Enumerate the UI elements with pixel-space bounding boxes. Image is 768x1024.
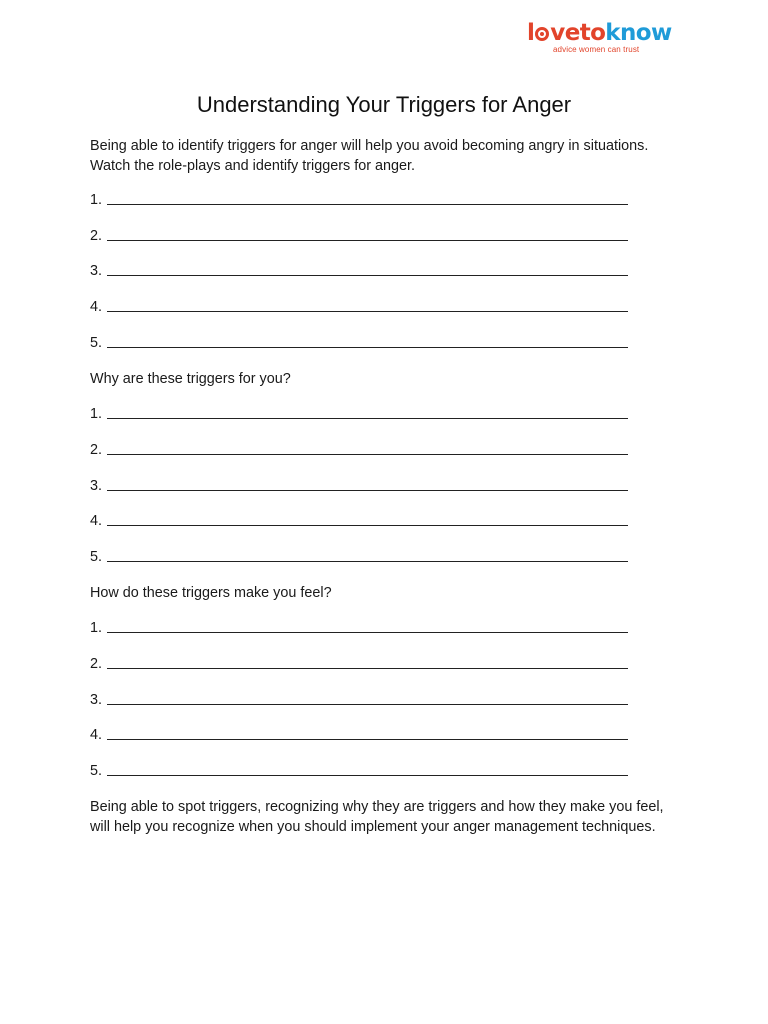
answer-line-2-4[interactable]: [90, 511, 628, 531]
question-how: How do these triggers make you feel?: [90, 585, 332, 601]
item-number: 4.: [90, 727, 103, 743]
answer-line-1-4[interactable]: [90, 297, 628, 317]
item-number: 3.: [90, 692, 103, 708]
answer-line-2-1[interactable]: [90, 404, 628, 424]
answer-line-1-3[interactable]: [90, 261, 628, 281]
answer-line-3-4[interactable]: [90, 725, 628, 745]
answer-blank[interactable]: [107, 311, 628, 312]
answer-line-2-5[interactable]: [90, 547, 628, 567]
item-number: 3.: [90, 263, 103, 279]
item-number: 2.: [90, 442, 103, 458]
question-why: Why are these triggers for you?: [90, 371, 291, 387]
lovetoknow-logo: [527, 18, 687, 58]
item-number: 1.: [90, 192, 103, 208]
logo-letters-know: know: [605, 20, 672, 46]
logo-letter-l: l: [527, 20, 535, 46]
logo-wordmark: [527, 18, 672, 48]
answer-blank[interactable]: [107, 704, 628, 705]
answer-line-1-2[interactable]: [90, 226, 628, 246]
answer-line-3-5[interactable]: [90, 761, 628, 781]
item-number: 5.: [90, 549, 103, 565]
item-number: 4.: [90, 513, 103, 529]
answer-blank[interactable]: [107, 418, 628, 419]
answer-blank[interactable]: [107, 561, 628, 562]
answer-line-1-1[interactable]: [90, 190, 628, 210]
heart-o-icon: [535, 27, 549, 41]
answer-blank[interactable]: [107, 775, 628, 776]
item-number: 2.: [90, 228, 103, 244]
answer-blank[interactable]: [107, 275, 628, 276]
answer-line-3-3[interactable]: [90, 690, 628, 710]
answer-line-3-2[interactable]: [90, 654, 628, 674]
closing-paragraph: Being able to spot triggers, recognizing why they are triggers and how they make you feel, will help you recognize when you should implement your anger management techniques.: [90, 799, 664, 835]
logo-letters-veto: veto: [550, 20, 606, 46]
answer-blank[interactable]: [107, 668, 628, 669]
answer-line-2-2[interactable]: [90, 440, 628, 460]
answer-blank[interactable]: [107, 454, 628, 455]
answer-blank[interactable]: [107, 204, 628, 205]
item-number: 4.: [90, 299, 103, 315]
item-number: 2.: [90, 656, 103, 672]
answer-blank[interactable]: [107, 525, 628, 526]
page-title: Understanding Your Triggers for Anger: [196, 92, 572, 117]
answer-blank[interactable]: [107, 632, 628, 633]
item-number: 1.: [90, 620, 103, 636]
answer-blank[interactable]: [107, 240, 628, 241]
answer-line-1-5[interactable]: [90, 333, 628, 353]
answer-blank[interactable]: [107, 490, 628, 491]
answer-blank[interactable]: [107, 347, 628, 348]
item-number: 5.: [90, 335, 103, 351]
item-number: 5.: [90, 763, 103, 779]
answer-blank[interactable]: [107, 739, 628, 740]
item-number: 3.: [90, 478, 103, 494]
answer-line-2-3[interactable]: [90, 476, 628, 496]
logo-tagline: advice women can trust: [553, 45, 640, 54]
answer-line-3-1[interactable]: [90, 618, 628, 638]
intro-paragraph: Being able to identify triggers for anger will help you avoid becoming angry in situations. Watch the role-plays and identify triggers for anger.: [90, 138, 649, 174]
item-number: 1.: [90, 406, 103, 422]
